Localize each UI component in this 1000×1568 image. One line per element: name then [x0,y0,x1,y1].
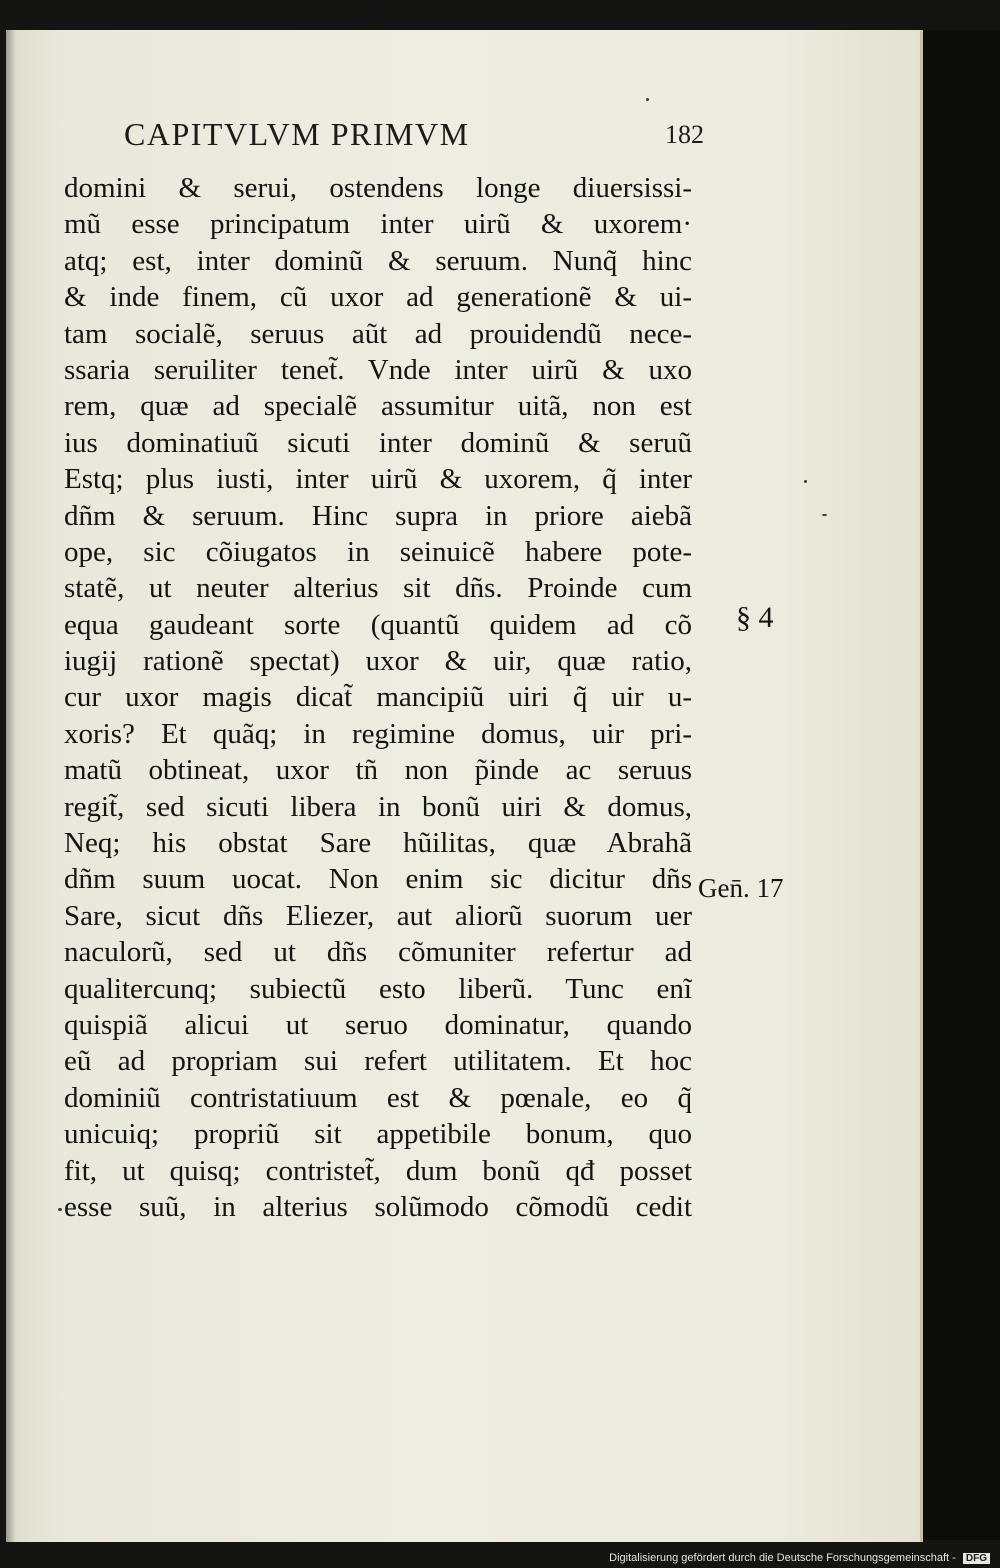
gutter-shadow [6,30,16,1542]
text-line: eũ ad propriam sui refert utilitatem. Et hoc [64,1045,692,1078]
text-line: atq; est, inter dominũ & seruum. Nunq̃ hinc [64,244,692,277]
text-line: domini & serui, ostendens longe diuersissi- [64,172,692,204]
text-line: xoris? Et quãq; in regimine domus, uir pri- [64,717,692,750]
text-line: unicuiq; propriũ sit appetibile bonum, quo [64,1118,692,1151]
dfg-logo: DFG [963,1553,990,1564]
text-line: matũ obtineat, uxor tñ non p̃inde ac seruus [64,754,692,787]
text-line: equa gaudeant sorte (quantũ quidem ad cõ [64,608,692,641]
paper-speck [646,98,649,101]
text-line: Sare, sicut dñs Eliezer, aut aliorũ suorum uer [64,899,692,932]
digitization-credit [609,1552,990,1564]
text-line: ssaria seruiliter tenet̃. Vnde inter uirũ & uxo [64,353,692,386]
paper-speck [58,1208,62,1211]
text-line: & inde finem, cũ uxor ad generationẽ & ui- [64,281,692,314]
text-line: dominiũ contristatiuum est & pœnale, eo q̃ [64,1081,692,1114]
margin-note-section: § 4 [736,601,774,634]
text-line: ius dominatiuũ sicuti inter dominũ & seruũ [64,426,692,459]
credit-text: Digitalisierung gefördert durch die Deutsche Forschungsgemeinschaft - [609,1552,956,1564]
text-block [64,170,692,1225]
text-line: ope, sic cõiugatos in seinuicẽ habere pote- [64,535,692,568]
text-line: Estq; plus iusti, inter uirũ & uxorem, q̃ inter [64,463,692,496]
text-line: quispiã alicui ut seruo dominatur, quando [64,1008,692,1041]
text-line: fit, ut quisq; contristet̃, dum bonũ qđ posset [64,1154,692,1187]
text-line: naculorũ, sed ut dñs cõmuniter refertur ad [64,936,692,969]
text-line: tam socialẽ, seruus aũt ad prouidendũ nece- [64,317,692,350]
text-line: dñm & seruum. Hinc supra in priore aiebã [64,499,692,532]
facing-page-edge [920,30,1000,1540]
page-header [124,116,704,166]
page-number: 182 [665,120,704,149]
text-line: regit̃, sed sicuti libera in bonũ uiri & domus, [64,790,692,823]
text-line: rem, quæ ad specialẽ assumitur uitã, non est [64,390,692,423]
paper-speck [822,514,827,516]
margin-note-reference: Gen̄. 17 [698,873,784,903]
text-line: Neq; his obstat Sare hũilitas, quæ Abrahã [64,827,692,860]
paper-speck [804,480,807,483]
running-head: CAPITVLVM PRIMVM [124,116,470,152]
text-line: mũ esse principatum inter uirũ & uxorem· [64,208,692,241]
book-page [6,30,923,1542]
text-line: cur uxor magis dicat̃ mancipiũ uiri q̃ uir u- [64,681,692,714]
text-line: statẽ, ut neuter alterius sit dñs. Proinde cum [64,572,692,605]
text-line: esse suũ, in alterius solũmodo cõmodũ cedit [64,1190,692,1223]
text-line: qualitercunq; subiectũ esto liberũ. Tunc enĩ [64,972,692,1005]
text-line: dñm suum uocat. Non enim sic dicitur dñs [64,863,692,896]
text-line: iugij rationẽ spectat) uxor & uir, quæ ratio, [64,645,692,678]
